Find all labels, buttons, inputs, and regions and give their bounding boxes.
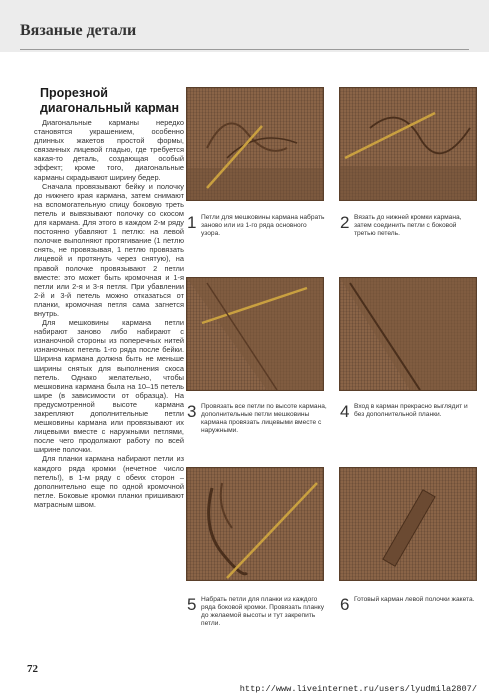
step-6-photo [339,467,477,581]
page-header [0,0,489,52]
step-4-number: 4 [340,402,350,421]
step-2-number: 2 [340,213,350,232]
header-title: Вязаные детали [20,22,137,39]
step-2-caption: Вязать до нижней кромки кармана, затем соединить петли с боковой третью петель. [354,214,462,237]
section-title [40,86,190,116]
step-5-photo [186,467,324,581]
step-2-photo [339,87,477,201]
body-text [34,118,184,509]
body-paragraph: Для планки кармана набирают петли из каждого ряда кромки (нечетное число петель!), в 1-м ряду с обеих сторон – дополнительно еще по одной кромочной петле. Боковые кромки планки пришивают матрасным швом. [34,454,184,509]
step-1-caption: Петли для мешковины кармана набрать заново или из 1-го ряда основного узора. [201,214,325,237]
step-3-number: 3 [187,402,197,421]
page-number: 72 [27,663,38,675]
section-title-line1: Прорезной [40,86,108,100]
step-4-photo [339,277,477,391]
body-paragraph: Диагональные карманы нередко становятся украшением, особенно длинных жакетов простой формы, связанных лицевой гладью, где требуется какая-то деталь, создающая особый эффект; кроме того, диагональные карманы скрадывают ширину бедер. [34,118,184,182]
step-6-number: 6 [340,595,350,614]
step-6-caption: Готовый карман левой полочки жакета. [354,596,475,603]
footer-url[interactable]: http://www.liveinternet.ru/users/lyudmila2807/ [239,684,477,694]
body-paragraph: Для мешковины кармана петли набирают заново либо набирают с изнаночной стороны из поперечных нитей изнаночных петель 1-го ряда после бейки. Ширина кармана должна быть не меньше ширины снятых для выполнения скоса петель. Однако желательно, чтобы мешковина кармана была на 10–15 петель шире (в зависимости от образца). На предусмотренной высоте кармана закрепляют дополнительные петли мешковины кармана или провязывают их лицевыми вместе с наружными петлями, после чего продолжают работу по всей ширине полочки. [34,318,184,455]
section-title-line2: диагональный карман [40,101,180,115]
header-rule [20,49,469,50]
step-4-caption: Вход в карман прекрасно выглядит и без дополнительной планки. [354,403,468,418]
body-paragraph: Сначала провязывают бейку и полочку до нижнего края кармана, затем снимают на вспомогательную спицу боковую треть петель и вывязывают полочку со скосом для кармана. Для этого в каждом 2-м ряду постоянно убавляют 1 петлю: на левой полочке выполняют протягивание (1 петлю снять, не провязывая, 1 петлю провязать лицевой и протянуть через снятую), на правой полочке провязывают 2 петли вместе: это может быть кромочная и 1-я петли или 2-я и 3-я петля. При убавлении 2-й и 3-й петель можно отказаться от планки, кромочная петля сама загнется внутрь. [34,181,184,318]
step-3-photo [186,277,324,391]
step-3-caption: Провязать все петли по высоте кармана, дополнительные петли мешковины кармана провязать лицевыми вместе с наружными. [201,403,327,434]
step-5-caption: Набрать петли для планки из каждого ряда боковой кромки. Провязать планку до желаемой высоты и тут закрепить петли. [201,596,325,627]
step-1-number: 1 [187,213,197,232]
step-1-photo [186,87,324,201]
step-5-number: 5 [187,595,197,614]
